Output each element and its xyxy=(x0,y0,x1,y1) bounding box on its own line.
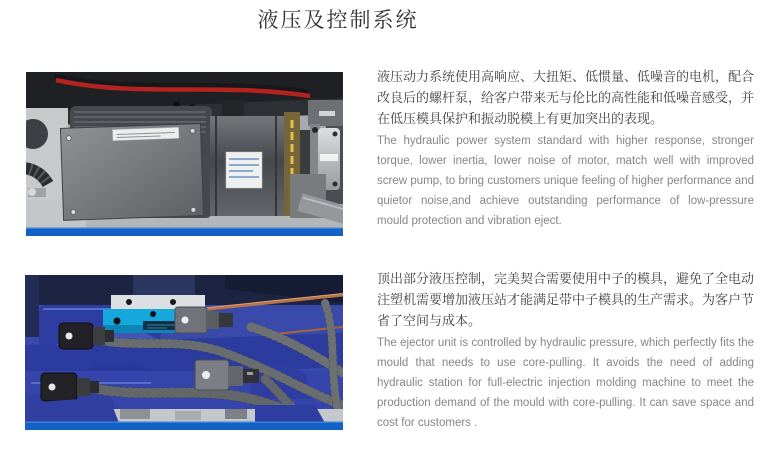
hydraulic-power-text xyxy=(377,66,754,231)
zh-paragraph-ejector: 顶出部分液压控制，完美契合需要使用中子的模具，避免了全电动注塑机需要增加液压站才能满足带中子模具的生产需求。为客户节省了空间与成本。 xyxy=(377,271,755,328)
blue-accent-strip xyxy=(26,228,343,236)
page-title: 液压及控制系统 xyxy=(257,9,419,32)
en-paragraph-ejector: The ejector unit is controlled by hydraulic pressure, which perfectly fits the mould that needs to use core-pulling. It avoids the need of adding hydraulic station for full-electric injection molding machine to meet the production demand of the mould with core-pulling. It can save space and cost for customers . xyxy=(377,337,754,429)
blue-accent-strip xyxy=(25,422,343,430)
hydraulic-pump-photo-image xyxy=(26,72,343,236)
blue-strip-highlight xyxy=(26,228,343,230)
ejector-unit-photo-image xyxy=(25,275,343,430)
junction-box xyxy=(60,124,203,221)
ejector-unit-photo xyxy=(25,275,343,430)
ejector-unit-text xyxy=(377,268,754,433)
motor-cylinder xyxy=(210,100,284,216)
zh-paragraph-hydraulic: 液压动力系统使用高响应、大扭矩、低惯量、低噪音的电机，配合改良后的螺杆泵，给客户带来无与伦比的高性能和低噪音感受，并在低压模具保护和振动脱模上有更加突出的表现。 xyxy=(377,69,755,126)
blue-strip-highlight xyxy=(25,422,343,424)
hydraulic-pump-photo xyxy=(26,72,343,236)
en-paragraph-hydraulic: The hydraulic power system standard with higher response, stronger torque, lower inertia, lower noise of motor, match well with improved screw pump, to bring customers unique feeling of higher performance and quietor noise,and achieve outstanding performance of low-pressure mould protection and vibration eject. xyxy=(377,135,754,227)
